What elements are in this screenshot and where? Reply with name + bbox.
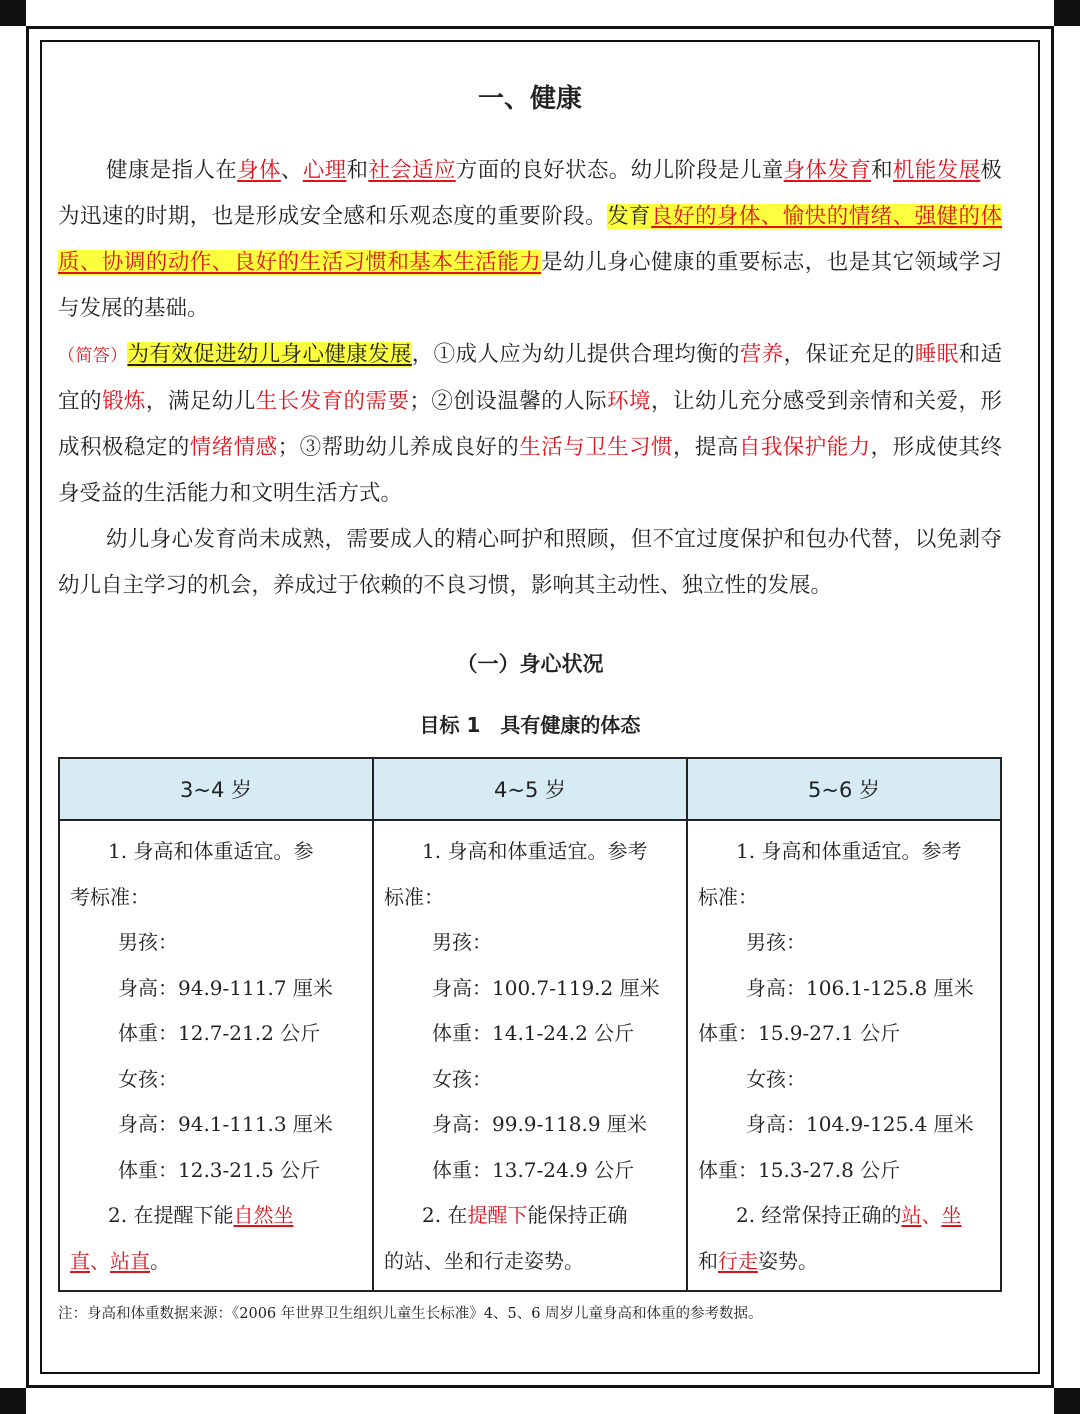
keyword: 心理 — [302, 158, 347, 183]
cell-age-4-5: 1. 身高和体重适宜。参考 标准： 男孩： 身高：100.7-119.2 厘米 体重：14.1-24.2 公斤 女孩： 身高：99.9-118.9 厘米 体重：13.7-24.9 公斤 2. 在提醒下能保持正确 的站、坐和行走姿势。 — [373, 820, 687, 1291]
goal-title: 目标 1 具有健康的体态 — [419, 713, 641, 737]
corner-top-right — [1054, 0, 1080, 26]
closing-paragraph: 幼儿身心发育尚未成熟，需要成人的精心呵护和照顾，但不宜过度保护和包办代替，以免剥夺幼儿自主学习的机会，养成过于依赖的不良习惯，影响其主动性、独立性的发展。 — [58, 527, 1002, 598]
page-title: 一、健康 — [477, 84, 582, 114]
table-header-row — [59, 758, 1001, 820]
answer-tag: （简答） — [58, 346, 128, 366]
highlighted-text: 发育良好的身体、愉快的情绪、强健的体质、协调的动作、良好的生活习惯和基本生活能力 — [58, 204, 1002, 275]
cell-age-5-6: 1. 身高和体重适宜。参考 标准： 男孩： 身高：106.1-125.8 厘米 体重：15.9-27.1 公斤 女孩： 身高：104.9-125.4 厘米 体重：15.3-27.8 公斤 2. 经常保持正确的站、坐 和行走姿势。 — [687, 820, 1001, 1291]
standards-table — [58, 757, 1002, 1292]
corner-top-left — [0, 0, 26, 26]
header-age-5-6: 5~6 岁 — [687, 758, 1001, 820]
keyword: 身体 — [237, 158, 281, 183]
section-title: （一）身心状况 — [456, 652, 604, 676]
corner-bottom-right — [1054, 1388, 1080, 1414]
header-age-3-4: 3~4 岁 — [59, 758, 373, 820]
keyword: 机能发展 — [892, 158, 981, 183]
keyword: 身体发育 — [783, 158, 872, 183]
footnote: 注：身高和体重数据来源：《2006 年世界卫生组织儿童生长标准》4、5、6 周岁儿童身高和体重的参考数据。 — [58, 1306, 763, 1322]
highlighted-text: 为有效促进幼儿身心健康发展 — [127, 342, 412, 367]
answer-paragraph: （简答）为有效促进幼儿身心健康发展，①成人应为幼儿提供合理均衡的营养，保证充足的睡眠和适宜的锻炼，满足幼儿生长发育的需要；②创设温馨的人际环境，让幼儿充分感受到亲情和关爱，形成积极稳定的情绪情感；③帮助幼儿养成良好的生活与卫生习惯，提高自我保护能力，形成使其终身受益的生活能力和文明生活方式。 — [58, 342, 1002, 506]
keyword: 社会适应 — [368, 158, 456, 183]
table-row — [59, 820, 1001, 1291]
corner-bottom-left — [0, 1388, 26, 1414]
document-content — [58, 60, 1002, 1323]
intro-paragraph: 健康是指人在身体、心理和社会适应方面的良好状态。幼儿阶段是儿童身体发育和机能发展极为迅速的时期，也是形成安全感和乐观态度的重要阶段。发育良好的身体、愉快的情绪、强健的体质、协调的动作、良好的生活习惯和基本生活能力是幼儿身心健康的重要标志，也是其它领域学习与发展的基础。 — [58, 158, 1002, 321]
cell-age-3-4: 1. 身高和体重适宜。参 考标准： 男孩： 身高：94.9-111.7 厘米 体重：12.7-21.2 公斤 女孩： 身高：94.1-111.3 厘米 体重：12.3-21.5 公斤 2. 在提醒下能自然坐 直、站直。 — [59, 820, 373, 1291]
header-age-4-5: 4~5 岁 — [373, 758, 687, 820]
